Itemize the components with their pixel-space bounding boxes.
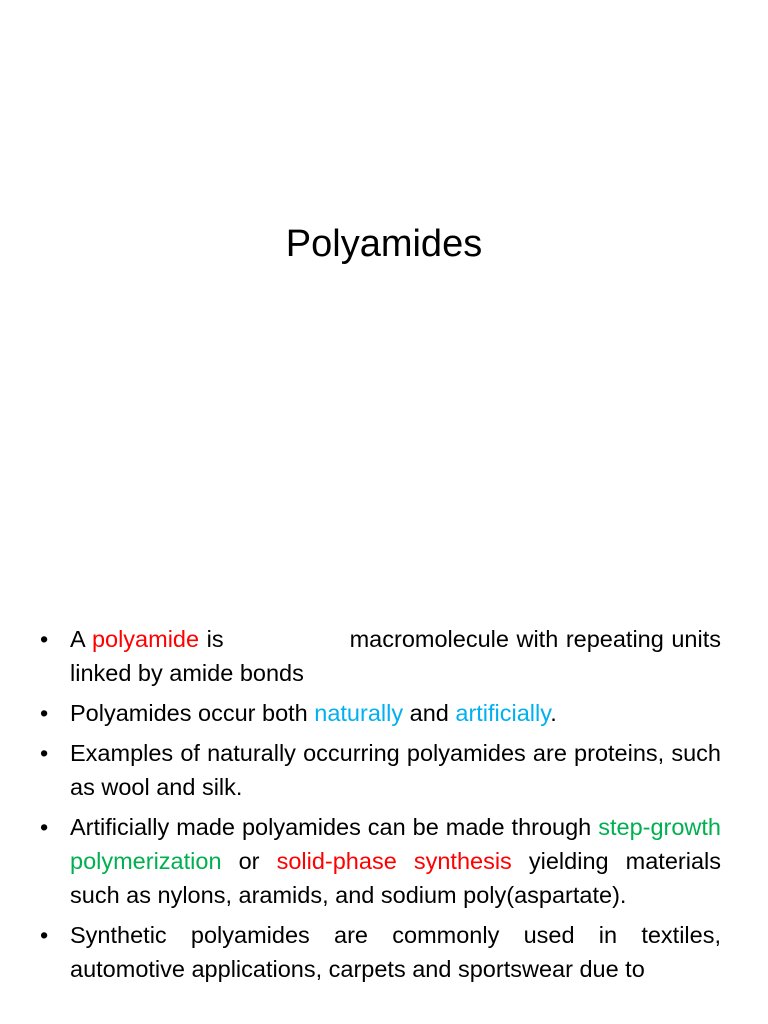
- bullet-text: Synthetic polyamides are commonly used in textiles, automotive applications, carpets and sportswear due to: [70, 922, 721, 982]
- highlight-artificially: artificially: [455, 700, 551, 726]
- bullet-item: [40, 736, 721, 804]
- bullet-text: and: [403, 700, 456, 726]
- highlight-naturally: naturally: [314, 700, 404, 726]
- highlight-solid-phase: solid-phase synthesis: [276, 848, 512, 874]
- bullet-text: .: [550, 700, 557, 726]
- bullet-text: A: [70, 626, 92, 652]
- bullet-text: Polyamides occur both: [70, 700, 315, 726]
- slide-title: Polyamides: [285, 223, 483, 265]
- bullet-text: Examples of naturally occurring polyamides are proteins, such as wool and silk.: [70, 740, 721, 800]
- bullet-item: [40, 810, 721, 912]
- highlight-step-growth: step-growth polymerization: [70, 814, 721, 874]
- highlight-polyamide: polyamide: [91, 626, 200, 652]
- bullet-text: yielding materials such as nylons, aramids, and sodium poly(aspartate).: [70, 848, 721, 908]
- bullet-text: Artificially made polyamides can be made through: [70, 814, 599, 840]
- bullet-item: [40, 918, 721, 986]
- bullet-text: is: [199, 626, 224, 652]
- bullet-list: [40, 622, 721, 992]
- bullet-text: or: [221, 848, 277, 874]
- bullet-item: [40, 622, 721, 690]
- bullet-text: macromolecule with repeating units linked by amide bonds: [70, 626, 721, 686]
- bullet-item: [40, 696, 721, 730]
